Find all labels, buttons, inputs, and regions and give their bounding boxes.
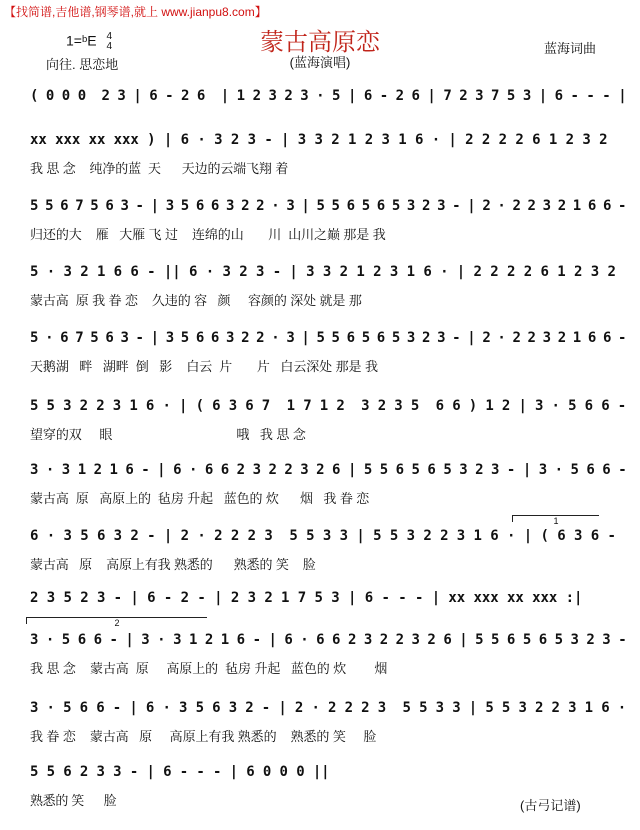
lyric-row: 蒙古高 原 我 眷 恋 久违的 容 颜 容颜的 深处 就是 那 (30, 293, 362, 308)
volta-2-label: 2 (114, 618, 120, 628)
song-title: 蒙古高原恋 (260, 28, 380, 56)
time-denominator: 4 (106, 41, 113, 52)
score-line (0, 132, 640, 198)
notation-row: 5 5 3 2 2 3 1 6 · | ( 6 3 6 7 1 7 1 2 3 2 3 5 6 6 ) 1 2 | 3 · 5 6 6 - (30, 398, 627, 414)
volta-1-label: 1 (553, 516, 559, 526)
lyric-row: 我 思 念 蒙古高 原 高原上的 毡房 升起 蓝色的 炊 烟 (30, 661, 388, 676)
lyric-row: 熟悉的 笑 脸 (30, 793, 117, 808)
notation-row: 3 · 5 6 6 - | 3 · 3 1 2 1 6 - | 6 · 6 6 2 3 2 2 3 2 6 | 5 5 6 5 6 5 3 2 3 - (30, 632, 627, 648)
lyric-row: 归还的大 雁 大雁 飞 过 连绵的山 川 山川之巅 那是 我 (30, 227, 386, 242)
notation-row: 6 · 3 5 6 3 2 - | 2 · 2 2 2 3 5 5 3 3 | 5 5 3 2 2 3 1 6 · | ( 6 3 6 - (30, 528, 616, 544)
time-numerator: 4 (106, 31, 113, 42)
score-line (0, 462, 640, 528)
notation-row: 2 3 5 2 3 - | 6 - 2 - | 2 3 2 1 7 5 3 | 6 - - - | xx xxx xx xxx :| (30, 590, 583, 606)
score-line (0, 264, 640, 330)
notation-row: 5 · 6 7 5 6 3 - | 3 5 6 6 3 2 2 · 3 | 5 5 6 5 6 5 3 2 3 - | 2 · 2 2 3 2 1 6 6 - (30, 330, 626, 346)
notation-row: 3 · 5 6 6 - | 6 · 3 5 6 3 2 - | 2 · 2 2 2 3 5 5 3 3 | 5 5 3 2 2 3 1 6 · (30, 700, 627, 716)
site-banner: 【找简谱,吉他谱,钢琴谱,就上 www.jianpu8.com】 (4, 5, 267, 19)
author-credit: 蓝海词曲 (544, 41, 597, 56)
score-line (0, 700, 640, 766)
notation-row: 3 · 3 1 2 1 6 - | 6 · 6 6 2 3 2 2 3 2 6 | 5 5 6 5 6 5 3 2 3 - | 3 · 5 6 6 - (30, 462, 627, 478)
lyric-row: 望穿的双 眼 哦 我 思 念 (30, 427, 306, 442)
score-line (0, 398, 640, 464)
score-line (0, 632, 640, 698)
score-line (0, 528, 640, 594)
score-line (0, 198, 640, 264)
lyric-row: 我 眷 恋 蒙古高 原 高原上有我 熟悉的 熟悉的 笑 脸 (30, 729, 377, 744)
notation-row: 5 · 3 2 1 6 6 - || 6 · 3 2 3 - | 3 3 2 1 2 3 1 6 · | 2 2 2 2 6 1 2 3 2 (30, 264, 616, 280)
performer-subtitle: (蓝海演唱) (289, 55, 351, 70)
notation-row: ( 0 0 0 2 3 | 6 - 2 6 | 1 2 3 2 3 · 5 | 6 - 2 6 | 7 2 3 7 5 3 | 6 - - - | (30, 88, 627, 104)
notation-row: 5 5 6 2 3 3 - | 6 - - - | 6 0 0 0 || (30, 764, 330, 780)
score-line (0, 330, 640, 396)
lyric-row: 天鹅湖 畔 湖畔 倒 影 白云 片 片 白云深处 那是 我 (30, 359, 378, 374)
key-signature (66, 32, 112, 52)
key-text: 1=ᵇE (66, 32, 97, 49)
lyric-row: 我 思 念 纯净的蓝 天 天边的云端飞翔 着 (30, 161, 289, 176)
time-signature (106, 32, 112, 52)
transcriber-credit: (古弓记谱) (520, 798, 581, 813)
notation-row: 5 5 6 7 5 6 3 - | 3 5 6 6 3 2 2 · 3 | 5 5 6 5 6 5 3 2 3 - | 2 · 2 2 3 2 1 6 6 - (30, 198, 626, 214)
mood-marking: 向往. 思恋地 (46, 57, 119, 72)
lyric-row: 蒙古高 原 高原上有我 熟悉的 熟悉的 笑 脸 (30, 557, 316, 572)
notation-row: xx xxx xx xxx ) | 6 · 3 2 3 - | 3 3 2 1 2 3 1 6 · | 2 2 2 2 6 1 2 3 2 (30, 132, 608, 148)
lyric-row: 蒙古高 原 高原上的 毡房 升起 蓝色的 炊 烟 我 眷 恋 (30, 491, 370, 506)
